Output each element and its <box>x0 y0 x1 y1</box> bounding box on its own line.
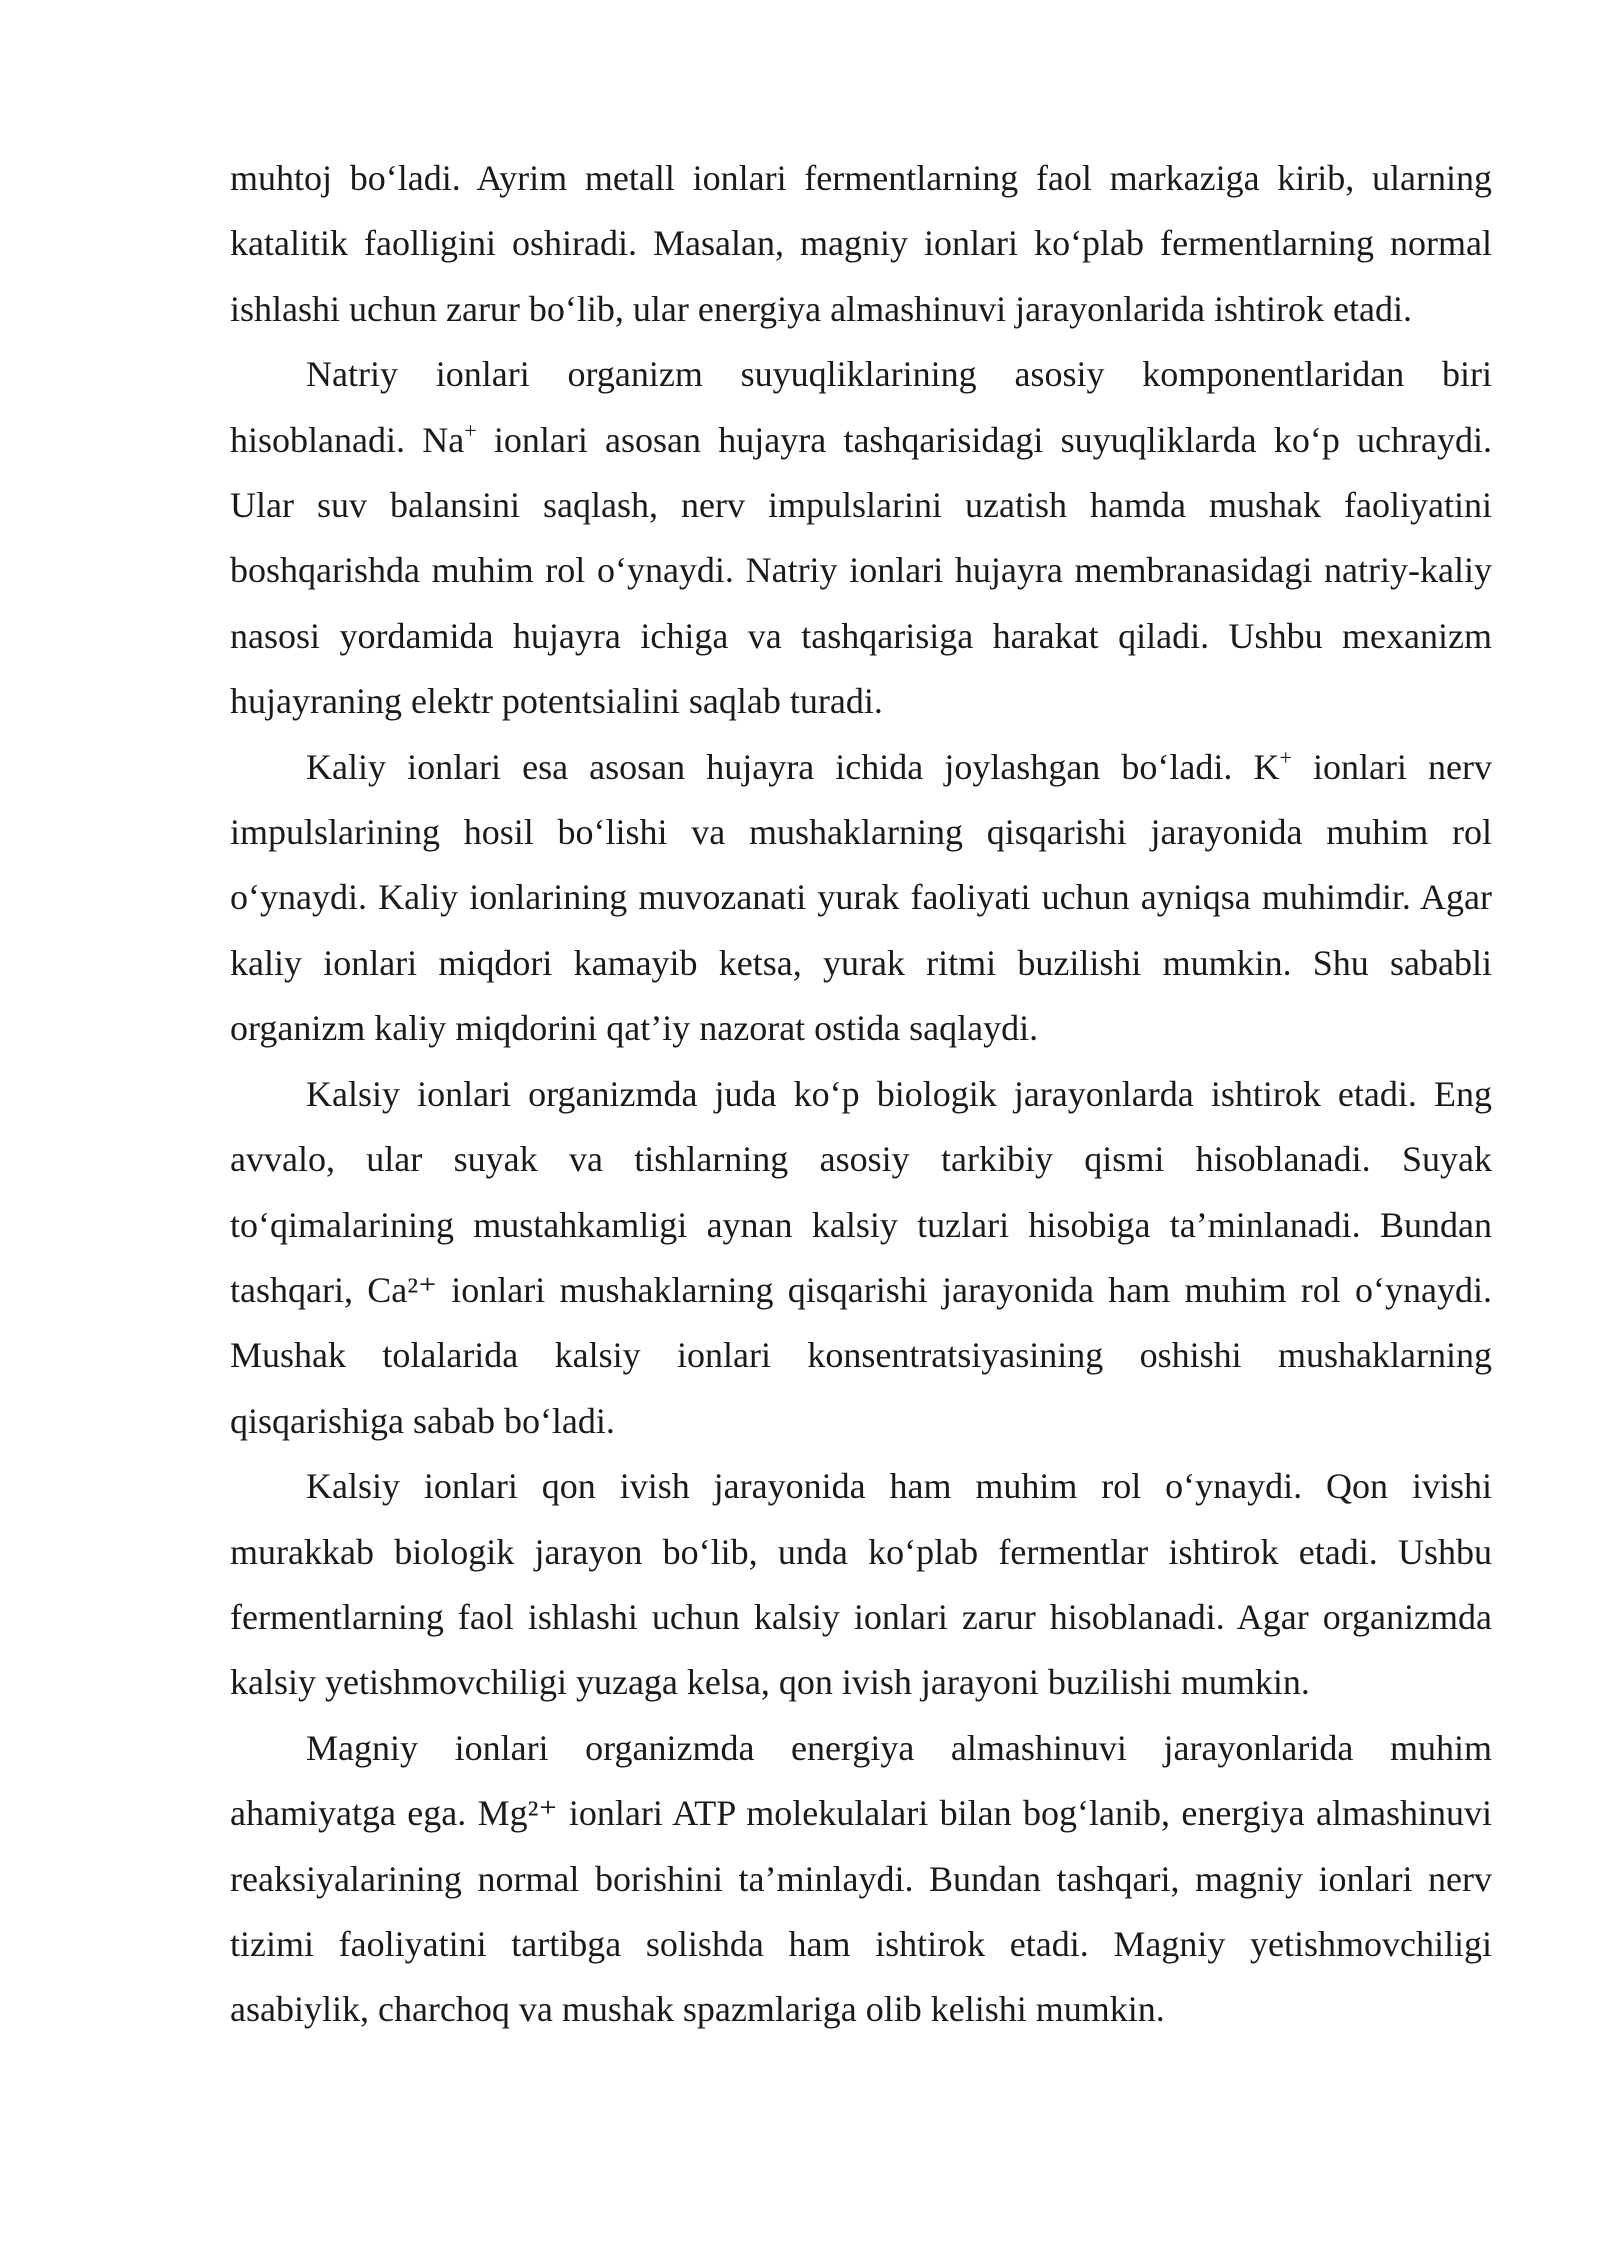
paragraph-calcium-blood-clotting: Kalsiy ionlari qon ivish jarayonida ham muhim rol o‘ynaydi. Qon ivishi murakkab biologik jarayon bo‘lib, unda ko‘plab fermentlar ishtirok etadi. Ushbu fermentlarning faol ishlashi uchun kalsiy ionlari zarur hisoblanadi. Agar organizmda kalsiy yetishmovchiligi yuzaga kelsa, qon ivish jarayoni buzilishi mumkin. <box>230 1466 1492 1703</box>
paragraph-potassium-ions: Kaliy ionlari esa asosan hujayra ichida joylashgan bo‘ladi. K+ ionlari nerv impulslarining hosil bo‘lishi va mushaklarning qisqarishi jarayonida muhim rol o‘ynaydi. Kaliy ionlarining muvozanati yurak faoliyati uchun ayniqsa muhimdir. Agar kaliy ionlari miqdori kamayib ketsa, yurak ritmi buzilishi mumkin. Shu sababli organizm kaliy miqdorini qat’iy nazorat ostida saqlaydi. <box>230 744 1492 1049</box>
paragraph-sodium-ions: Natriy ionlari organizm suyuqliklarining asosiy komponentlaridan biri hisoblanadi. Na+ ionlari asosan hujayra tashqarisidagi suyuqliklarda ko‘p uchraydi. Ular suv balansini saqlash, nerv impulslarini uzatish hamda mushak faoliyatini boshqarishda muhim rol o‘ynaydi. Natriy ionlari hujayra membranasidagi natriy-kaliy nasosi yordamida hujayra ichiga va tashqarisiga harakat qiladi. Ushbu mexanizm hujayraning elektr potentsialini saqlab turadi. <box>230 354 1492 722</box>
superscript-charge: + <box>464 417 477 443</box>
paragraph-calcium-ions: Kalsiy ionlari organizmda juda ko‘p biologik jarayonlarda ishtirok etadi. Eng avvalo, ular suyak va tishlarning asosiy tarkibiy qismi hisoblanadi. Suyak to‘qimalarining mustahkamligi aynan kalsiy tuzlari hisobiga ta’minlanadi. Bundan tashqari, Ca²⁺ ionlari mushaklarning qisqarishi jarayonida ham muhim rol o‘ynaydi. Mushak tolalarida kalsiy ionlari konsentratsiyasining oshishi mushaklarning qisqarishiga sabab bo‘ladi. <box>230 1073 1492 1441</box>
superscript-charge: + <box>1279 744 1292 770</box>
document-page <box>230 146 1492 2043</box>
paragraph-magnesium-ions: Magniy ionlari organizmda energiya almashinuvi jarayonlarida muhim ahamiyatga ega. Mg²⁺ ionlari ATP molekulalari bilan bog‘lanib, energiya almashinuvi reaksiyalarining normal borishini ta’minlaydi. Bundan tashqari, magniy ionlari nerv tizimi faoliyatini tartibga solishda ham ishtirok etadi. Magniy yetishmovchiligi asabiylik, charchoq va mushak spazmlariga olib kelishi mumkin. <box>230 1727 1492 2030</box>
paragraph-metal-ions: muhtoj bo‘ladi. Ayrim metall ionlari fermentlarning faol markaziga kirib, ularning katalitik faolligini oshiradi. Masalan, magniy ionlari ko‘plab fermentlarning normal ishlashi uchun zarur bo‘lib, ular energiya almashinuvi jarayonlarida ishtirok etadi. <box>230 158 1492 329</box>
